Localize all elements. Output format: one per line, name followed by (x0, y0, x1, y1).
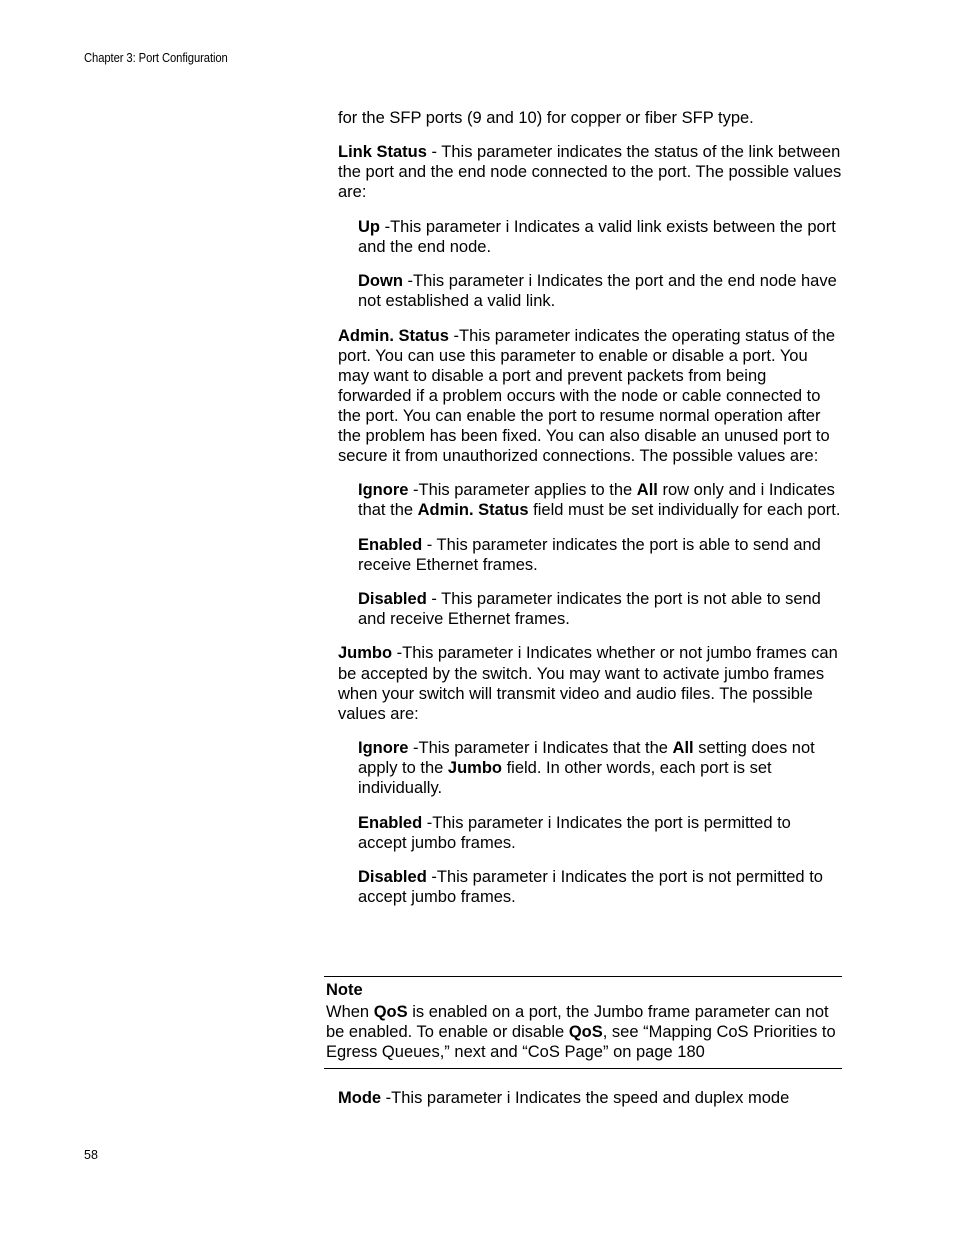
body-content (338, 108, 843, 921)
note-text-2: is enabled on a port, the Jumbo frame parameter can not be enabled. To enable or disable (326, 1003, 829, 1042)
page-number: 58 (84, 1148, 98, 1162)
desc-jumbo-ignore-3: field. In other words, each port is set individually. (358, 759, 772, 798)
term-up: Up (358, 217, 380, 236)
desc-link-status: - This parameter indicates the status of the link between the port and the end node connected to the port. The possible values are: (338, 143, 842, 202)
term-mode: Mode (338, 1089, 382, 1107)
term-jumbo-enabled: Enabled (358, 813, 423, 832)
bold-all: All (636, 481, 658, 500)
note-title: Note (326, 981, 363, 999)
value-down (358, 271, 843, 311)
term-admin-enabled: Enabled (358, 535, 423, 554)
term-jumbo-disabled: Disabled (358, 867, 427, 886)
value-up (358, 217, 843, 257)
term-admin-disabled: Disabled (358, 590, 427, 609)
desc-up: -This parameter i Indicates a valid link exists between the port and the end node. (358, 217, 836, 256)
desc-admin-status: -This parameter indicates the operating status of the port. You can use this parameter to enable or disable a port. You may want to disable a port and prevent packets from being forwarded if a problem occurs with the node or cable connected to the port. You can enable the port to resume normal operation after the problem has been fixed. You can also disable an unused port to secure it from unauthorized connections. The possible values are: (338, 326, 836, 466)
desc-jumbo-ignore-2: setting does not apply to the (358, 739, 815, 778)
desc-down: -This parameter i Indicates the port and the end node have not established a valid link. (358, 272, 837, 311)
value-jumbo-ignore (358, 738, 843, 798)
bold-all-2: All (672, 739, 694, 758)
paragraph-admin-status (338, 326, 843, 467)
value-admin-enabled (358, 535, 843, 575)
value-admin-disabled (358, 589, 843, 629)
value-jumbo-disabled (358, 867, 843, 907)
bold-qos-2: QoS (568, 1023, 603, 1042)
paragraph-mode (338, 1088, 789, 1108)
note-box (324, 976, 842, 1069)
term-admin-ignore: Ignore (358, 481, 409, 500)
desc-mode: -This parameter i Indicates the speed and duplex mode (381, 1089, 790, 1107)
desc-jumbo-ignore-1: -This parameter i Indicates that the (408, 739, 673, 758)
desc-admin-disabled: - This parameter indicates the port is not able to send and receive Ethernet frames. (358, 590, 821, 629)
term-link-status: Link Status (338, 143, 427, 162)
term-admin-status: Admin. Status (338, 326, 449, 345)
term-jumbo-ignore: Ignore (358, 739, 409, 758)
running-header: Chapter 3: Port Configuration (84, 51, 228, 65)
desc-admin-enabled: - This parameter indicates the port is able to send and receive Ethernet frames. (358, 535, 821, 574)
value-admin-ignore (358, 480, 843, 520)
desc-admin-ignore-2: row only and i Indicates that the (358, 481, 835, 520)
note-body (326, 1002, 842, 1062)
term-down: Down (358, 272, 403, 291)
value-jumbo-enabled (358, 813, 843, 853)
bold-admin-status: Admin. Status (417, 501, 529, 520)
paragraph-link-status (338, 142, 843, 202)
term-jumbo: Jumbo (338, 644, 393, 663)
bold-jumbo: Jumbo (447, 759, 502, 778)
desc-jumbo: -This parameter i Indicates whether or not jumbo frames can be accepted by the switch. You may want to activate jumbo frames when your switch will transmit video and audio files. The possible values are: (338, 644, 838, 723)
desc-admin-ignore-1: -This parameter applies to the (408, 481, 637, 500)
paragraph-sfp: for the SFP ports (9 and 10) for copper or fiber SFP type. (338, 109, 754, 127)
desc-admin-ignore-3: field must be set individually for each port. (528, 501, 841, 520)
note-text-3: , see “Mapping CoS Priorities to Egress Queues,” next and “CoS Page” on page 180 (326, 1023, 836, 1062)
paragraph-jumbo (338, 643, 843, 723)
note-text-1: When (326, 1003, 374, 1022)
bold-qos: QoS (373, 1003, 408, 1022)
desc-jumbo-enabled: -This parameter i Indicates the port is permitted to accept jumbo frames. (358, 813, 791, 852)
desc-jumbo-disabled: -This parameter i Indicates the port is not permitted to accept jumbo frames. (358, 867, 823, 906)
